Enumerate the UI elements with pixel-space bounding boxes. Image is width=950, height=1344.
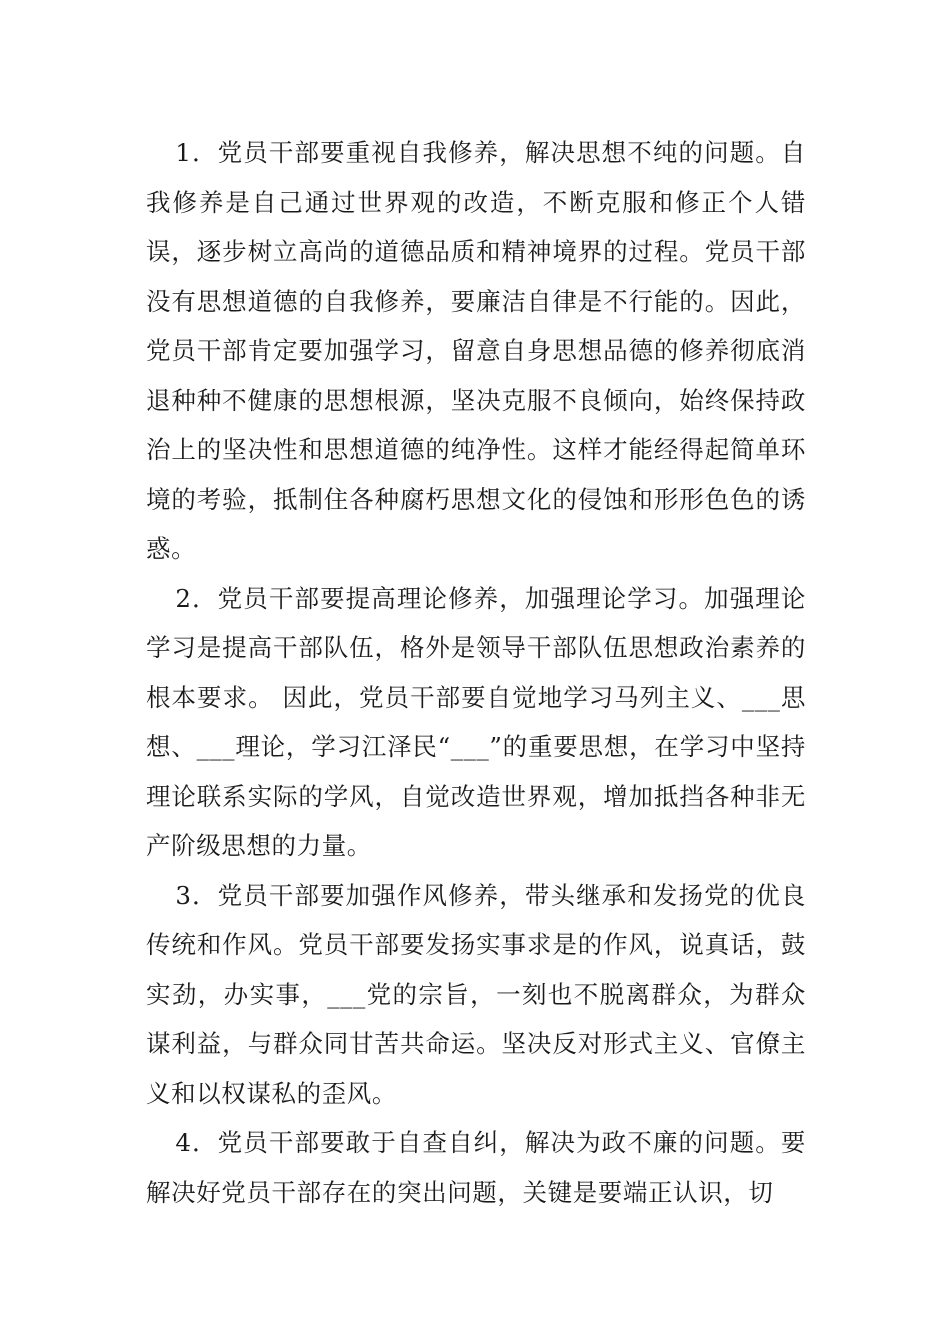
paragraph-2: 2．党员干部要提高理论修养，加强理论学习。加强理论学习是提高干部队伍，格外是领导干部队伍思想政治素养的根本要求。 因此，党员干部要自觉地学习马列主义、___思想、___理论，学习江泽民“___”的重要思想，在学习中坚持理论联系实际的学风，自觉改造世界观，增加抵挡各种非无产阶级思想的力量。	[146, 583, 806, 860]
document-body	[146, 128, 806, 1217]
paragraph-4: 4．党员干部要敢于自查自纠，解决为政不廉的问题。要解决好党员干部存在的突出问题，关键是要端正认识，切	[146, 1128, 806, 1207]
paragraph-3: 3．党员干部要加强作风修养，带头继承和发扬党的优良传统和作风。党员干部要发扬实事求是的作风，说真话，鼓实劲，办实事，___党的宗旨，一刻也不脱离群众，为群众谋利益，与群众同甘苦共命运。坚决反对形式主义、官僚主义和以权谋私的歪风。	[146, 880, 806, 1108]
paragraph-1: 1．党员干部要重视自我修养，解决思想不纯的问题。自我修养是自己通过世界观的改造，不断克服和修正个人错误，逐步树立高尚的道德品质和精神境界的过程。党员干部没有思想道德的自我修养，要廉洁自律是不行能的。因此，党员干部肯定要加强学习，留意自身思想品德的修养彻底消退种种不健康的思想根源，坚决克服不良倾向，始终保持政治上的坚决性和思想道德的纯净性。这样才能经得起简单环境的考验，抵制住各种腐朽思想文化的侵蚀和形形色色的诱惑。	[146, 138, 806, 563]
